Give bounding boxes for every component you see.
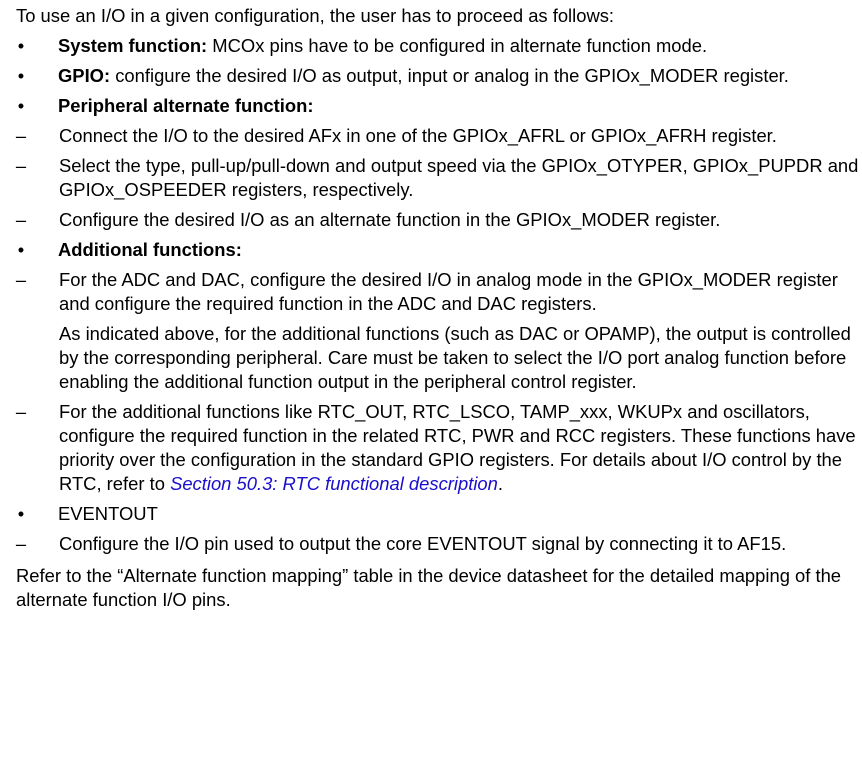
bullet-mark: •: [17, 95, 25, 116]
sub-item-text: Configure the desired I/O as an alternate function in the GPIOx_MODER register.: [59, 209, 721, 230]
dash-mark: –: [15, 209, 27, 230]
sub-item: [0, 268, 862, 394]
bullet-text: configure the desired I/O as output, input or analog in the GPIOx_MODER register.: [110, 65, 789, 86]
outro-paragraph: Refer to the “Alternate function mapping” table in the device datasheet for the detailed mapping of the alternate function I/O pins.: [16, 565, 842, 610]
bullet-lead: System function:: [58, 35, 208, 56]
sub-item-note: As indicated above, for the additional functions (such as DAC or OPAMP), the output is controlled by the corresponding peripheral. Care must be taken to select the I/O port analog function before enabling the additional function output in the peripheral control register.: [59, 323, 851, 392]
dash-mark: –: [15, 155, 27, 176]
dash-mark: –: [15, 401, 27, 422]
bullet-mark: •: [17, 239, 25, 260]
dash-mark: –: [15, 269, 27, 290]
list-item-eventout: [16, 502, 862, 526]
sub-item-text: Select the type, pull-up/pull-down and output speed via the GPIOx_OTYPER, GPIOx_PUPDR and GPIOx_OSPEEDER registers, respectively.: [59, 155, 859, 200]
bullet-mark: •: [17, 65, 25, 86]
bullet-text: EVENTOUT: [58, 503, 158, 524]
section-link[interactable]: Section 50.3: RTC functional description: [170, 473, 498, 494]
list-item-peripheral-alternate-function: [16, 94, 862, 118]
bullet-lead: Additional functions:: [58, 239, 242, 260]
dash-mark: –: [15, 533, 27, 554]
intro-paragraph: To use an I/O in a given configuration, the user has to proceed as follows:: [16, 5, 615, 26]
sub-item-text: Configure the I/O pin used to output the core EVENTOUT signal by connecting it to AF15.: [59, 533, 787, 554]
sub-item-text: For the ADC and DAC, configure the desired I/O in analog mode in the GPIOx_MODER register and configure the required function in the ADC and DAC registers.: [59, 269, 838, 314]
list-item-additional-functions: [16, 238, 862, 262]
sub-item: [0, 532, 862, 556]
bullet-mark: •: [17, 35, 25, 56]
sub-item: [0, 400, 862, 496]
sub-item-text: For the additional functions like RTC_OUT, RTC_LSCO, TAMP_xxx, WKUPx and oscillators, configure the required function in the related RTC, PWR and RCC registers. These functions have priority over the configuration in the standard GPIO registers. For details about I/O control by the RTC, refer to: [59, 401, 856, 494]
sub-item-text: Connect the I/O to the desired AFx in one of the GPIOx_AFRL or GPIOx_AFRH register.: [59, 125, 777, 146]
sub-item-text-end: .: [497, 473, 503, 494]
dash-mark: –: [15, 125, 27, 146]
list-item-gpio: [16, 64, 862, 88]
bullet-lead: Peripheral alternate function:: [58, 95, 314, 116]
sub-item: [0, 124, 862, 148]
bullet-mark: •: [17, 503, 25, 524]
list-item-system-function: [16, 34, 862, 58]
bullet-text: MCOx pins have to be configured in alternate function mode.: [207, 35, 708, 56]
sub-item: [0, 154, 862, 202]
bullet-lead: GPIO:: [58, 65, 111, 86]
sub-item: [0, 208, 862, 232]
